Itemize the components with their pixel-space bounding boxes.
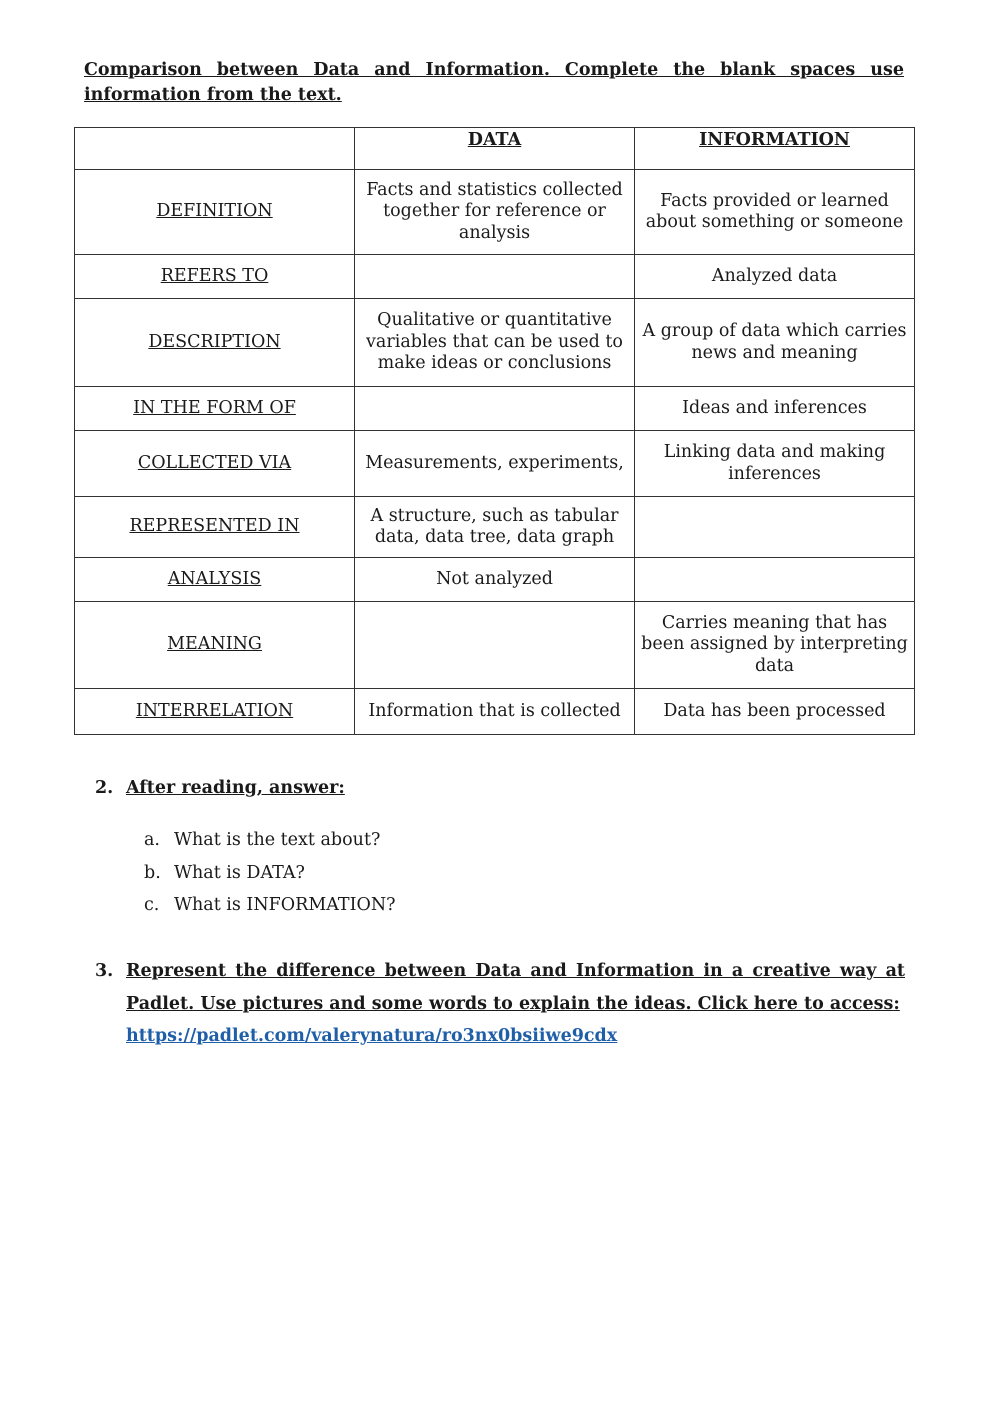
padlet-link[interactable]: https://padlet.com/valerynatura/ro3nx0bsiiwe9cdx [126,1026,618,1046]
information-cell: Ideas and inferences [635,387,915,431]
list-item-text: What is DATA? [174,862,305,883]
question-3 [95,955,905,1053]
row-label: IN THE FORM OF [75,387,355,431]
list-item-letter: b. [144,862,161,883]
information-cell: A group of data which carries news and meaning [635,299,915,387]
table-row [75,558,915,602]
data-cell-blank[interactable] [355,387,635,431]
table-row [75,299,915,387]
row-label: COLLECTED VIA [75,431,355,497]
question-3-colon: : [893,993,900,1014]
data-cell: Not analyzed [355,558,635,602]
table-row [75,255,915,299]
data-cell: A structure, such as tabular data, data tree, data graph [355,497,635,558]
question-3-number: 3. [95,961,114,981]
list-item [144,857,396,890]
list-item-letter: c. [144,895,160,915]
header-information: INFORMATION [635,128,915,170]
table-row [75,170,915,255]
information-cell-blank[interactable] [635,558,915,602]
data-cell: Qualitative or quantitative variables that can be used to make ideas or conclusions [355,299,635,387]
list-item [144,889,396,922]
table-row [75,602,915,689]
table-row [75,431,915,497]
row-label: MEANING [75,602,355,689]
question-2-list [144,824,396,922]
worksheet-heading: Comparison between Data and Information. Complete the blank spaces use information from the text. [84,60,904,105]
header-data: DATA [355,128,635,170]
row-label: DEFINITION [75,170,355,255]
data-cell-blank[interactable] [355,255,635,299]
comparison-table [74,127,915,735]
data-cell-blank[interactable] [355,602,635,689]
data-cell: Information that is collected [355,689,635,735]
table-header-row [75,128,915,170]
table-row [75,689,915,735]
information-cell: Analyzed data [635,255,915,299]
question-3-body [126,955,905,1053]
information-cell: Linking data and making inferences [635,431,915,497]
list-item-letter: a. [144,830,160,850]
table-row [75,497,915,558]
list-item [144,824,396,857]
table-row [75,387,915,431]
row-label: ANALYSIS [75,558,355,602]
header-empty-cell [75,128,355,170]
question-2-title: After reading, answer: [126,778,345,798]
list-item-text: What is the text about? [174,830,381,850]
information-cell: Carries meaning that has been assigned by interpreting data [635,602,915,689]
data-cell: Facts and statistics collected together for reference or analysis [355,170,635,255]
question-2-number: 2. [95,778,114,798]
question-2 [95,776,905,800]
list-item-text: What is INFORMATION? [174,895,396,915]
data-cell: Measurements, experiments, [355,431,635,497]
information-cell: Data has been processed [635,689,915,735]
information-cell-blank[interactable] [635,497,915,558]
row-label: REFERS TO [75,255,355,299]
row-label: REPRESENTED IN [75,497,355,558]
row-label: DESCRIPTION [75,299,355,387]
row-label: INTERRELATION [75,689,355,735]
question-3-text: Represent the difference between Data and Information in a creative way at Padlet. Use pictures and some words to explain the ideas. Click here to access [126,961,905,1014]
information-cell: Facts provided or learned about something or someone [635,170,915,255]
